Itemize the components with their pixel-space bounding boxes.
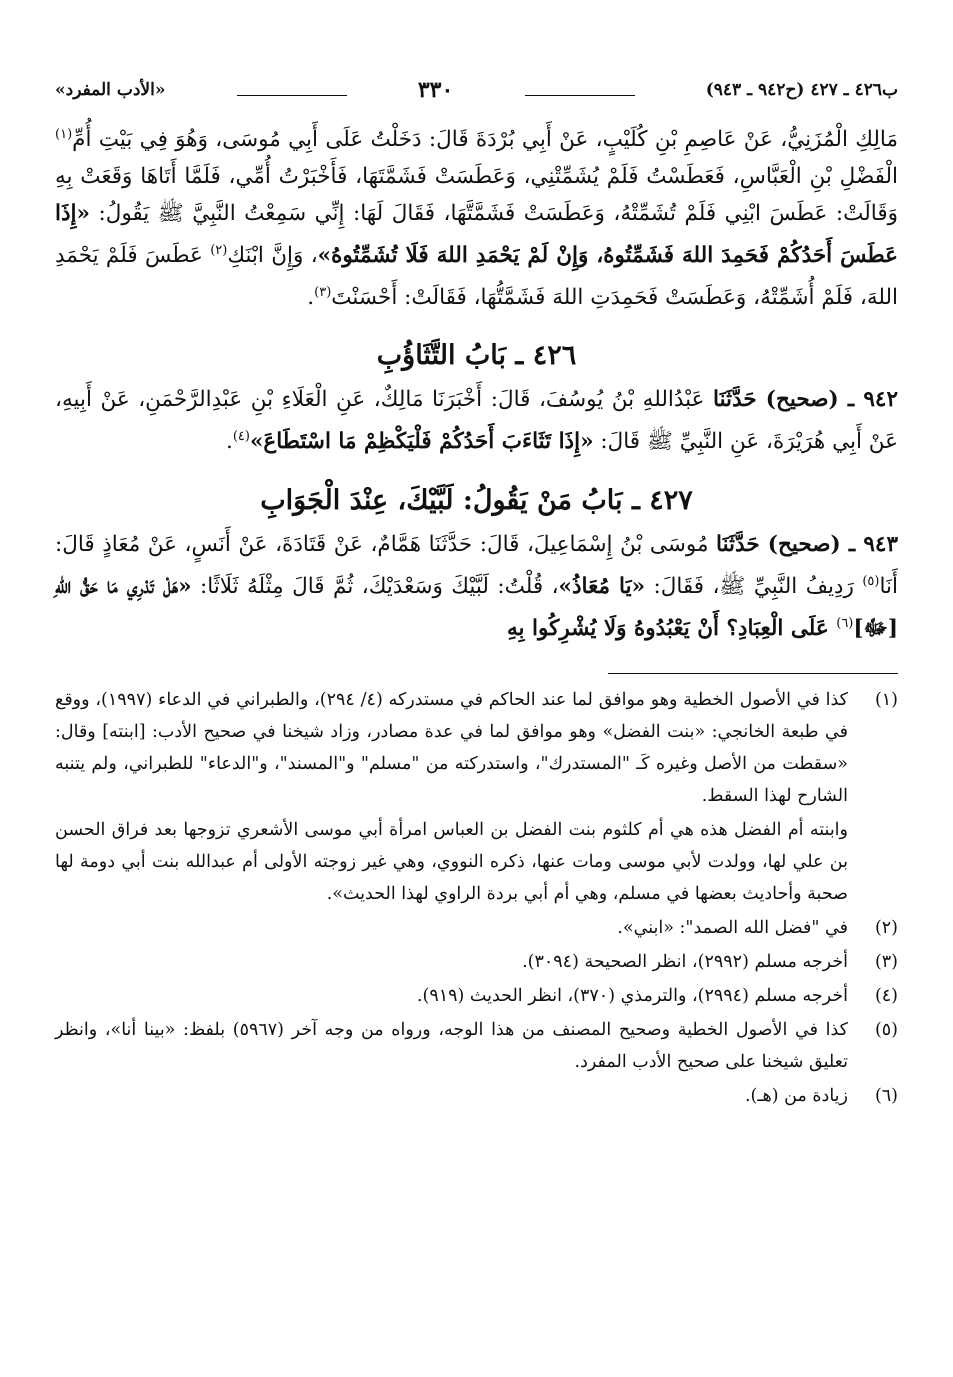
footnote-text: كذا في الأصول الخطية وصحيح المصنف من هذا الوجه، ورواه من وجه آخر (٥٩٦٧) بلفظ: «بينا أنا»، وانظر تعليق شيخنا على صحيح الأدب المفرد. bbox=[55, 1019, 848, 1072]
hadith-quote-muadh: «يَا مُعَاذُ» bbox=[558, 573, 646, 599]
footnote-number: (٦) bbox=[874, 1085, 898, 1106]
intro-text-3: ، وَإِنَّ ابْنَكِ bbox=[227, 243, 318, 269]
hadith-quote-right-of-allah-cont: عَلَى الْعِبَادِ؟ أَنْ يَعْبُدُوهُ وَلَا يُشْرِكُوا بِهِ bbox=[507, 615, 837, 641]
hadith-quote-sneezing: «إِذَا عَطَسَ أَحَدُكُمْ فَحَمِدَ اللهَ فَشَمِّتُوهُ، وَإِنْ لَمْ يَحْمَدِ اللهَ فَلَا تُشَمِّتُوهُ» bbox=[55, 201, 898, 269]
footnote-text: وابنته أم الفضل هذه هي أم كلثوم بنت الفضل بن العباس امرأة أبي موسى الأشعري تزوجها بعد فراق الحسن بن علي لها، وولدت لأبي موسى ومات عنها، ذكره النووي، وهي غير زوجته الأولى أم عبدالله بنت أبي دومة لها صحبة وأحاديث بعضها في مسلم، وهي أم أبي بردة الراوي لهذا الحديث». bbox=[55, 819, 848, 904]
footnote-marker-6: (٦) bbox=[836, 615, 854, 631]
footnote-text: كذا في الأصول الخطية وهو موافق لما عند الحاكم في مستدركه (٤/ ٢٩٤)، والطبراني في الدعاء (١٩٩٧)، ووقع في طبعة الخانجي: «بنت الفضل» وهو موافق لما في عدة مصادر، وزاد شيخنا في صحيح الأدب: [ابنته] وقال: «سقطت من الأصل وغيره كَـ "المستدرك"، واستدركته من "مسلم" و"المسند"، و"الدعاء" للطبراني، ولم يتنبه الشارح لهذا السقط. bbox=[55, 689, 848, 806]
intro-text-5: . bbox=[307, 285, 315, 311]
footnote-marker-4: (٤) bbox=[232, 429, 250, 445]
hadith-943-text-1: مُوسَى بْنُ إِسْمَاعِيلَ، قَالَ: حَدَّثَنَا هَمَّامٌ، عَنْ قَتَادَةَ، عَنْ أَنَسٍ، عَنْ مُعَاذٍ قَالَ: أَنَا bbox=[55, 531, 898, 599]
footnote-text: في "فضل الله الصمد": «ابني». bbox=[617, 917, 848, 938]
footnote-item bbox=[55, 814, 898, 910]
footnote-item bbox=[55, 1014, 898, 1078]
footnote-marker-3: (٣) bbox=[314, 285, 332, 301]
running-header bbox=[55, 70, 898, 110]
chapter-heading-426: ٤٢٦ ـ بَابُ التَّثَاؤُبِ bbox=[376, 340, 577, 372]
hadith-943-text-3: ، قُلْتُ: لَبَّيْكَ وَسَعْدَيْكَ، ثُمَّ قَالَ مِثْلَهُ ثَلَاثًا: bbox=[191, 573, 559, 599]
hadith-943-text-2: رَدِيفُ النَّبِيِّ ﷺ، فَقَالَ: bbox=[645, 573, 863, 599]
footnotes-list bbox=[55, 684, 898, 1112]
page-number: ٣٣٠ bbox=[417, 77, 454, 103]
hadith-943 bbox=[55, 526, 898, 647]
intro-paragraph bbox=[55, 116, 898, 316]
hadith-quote-right-of-allah: «هَلْ تَدْرِي مَا حَقُّ اللهِ [ﷻ] bbox=[55, 573, 898, 641]
header-book-title: «الأدب المفرد» bbox=[55, 80, 166, 100]
intro-text-4: عَطَسَ فَلَمْ يَحْمَدِ اللهَ، فَلَمْ أُشَمِّتْهُ، وَعَطَسَتْ فَحَمِدَتِ اللهَ فَشَمَّتُّهَا، فَقَالَتْ: أَحْسَنْتَ bbox=[55, 243, 898, 311]
header-rule-left bbox=[237, 85, 347, 96]
header-chapter-range: ب٤٢٦ ـ ٤٢٧ (ح٩٤٢ ـ ٩٤٣) bbox=[705, 80, 898, 100]
footnote-number: (١) bbox=[874, 689, 898, 710]
hadith-942-lead: ٩٤٢ ـ (صحيح) حَدَّثَنَا bbox=[713, 387, 899, 413]
hadith-942-text-2: . bbox=[226, 429, 233, 455]
footnote-marker-5: (٥) bbox=[862, 573, 880, 589]
book-page bbox=[55, 70, 898, 1114]
hadith-943-lead: ٩٤٣ ـ (صحيح) حَدَّثَنَا bbox=[716, 531, 898, 557]
footnote-text: أخرجه مسلم (٢٩٩٤)، والترمذي (٣٧٠)، انظر الحديث (٩١٩). bbox=[416, 985, 848, 1006]
intro-text-2: الْفَضْلِ بْنِ الْعَبَّاسِ، فَعَطَسْتُ فَلَمْ يُشَمِّتْنِي، وَعَطَسَتْ فَشَمَّتَهَا، فَأَخْبَرْتُ أُمِّي، فَلَمَّا أَتَاهَا وَقَعَتْ بِهِ وَقَالَتْ: عَطَسَ ابْنِي فَلَمْ تُشَمِّتْهُ، وَعَطَسَتْ فَشَمَّتَّهَا، فَقَالَ لَهَا: إِنِّي سَمِعْتُ النَّبِيَّ ﷺ يَقُولُ: bbox=[55, 164, 898, 227]
footnote-marker-1: (١) bbox=[55, 127, 73, 142]
footnote-number: (٣) bbox=[874, 951, 898, 972]
intro-text-1: مَالِكِ الْمُزَنِيُّ، عَنْ عَاصِمِ بْنِ كُلَيْبٍ، عَنْ أَبِي بُرْدَةَ قَالَ: دَخَلْتُ عَلَى أَبِي مُوسَى، وَهُوَ فِي بَيْتِ أُمِّ bbox=[72, 127, 898, 153]
footnote-item bbox=[55, 980, 898, 1012]
footnote-number bbox=[848, 814, 898, 910]
footnote-separator bbox=[608, 673, 898, 674]
footnote-marker-2: (٢) bbox=[210, 243, 228, 259]
footnote-text: أخرجه مسلم (٢٩٩٢)، انظر الصحيحة (٣٠٩٤). bbox=[522, 951, 848, 972]
footnote-number: (٥) bbox=[874, 1019, 898, 1040]
footnote-item bbox=[55, 912, 898, 944]
hadith-quote-yawning: «إِذَا تَثَاءَبَ أَحَدُكُمْ فَلْيَكْظِمْ مَا اسْتَطَاعَ» bbox=[249, 429, 594, 455]
hadith-942 bbox=[55, 381, 898, 460]
hadith-942-text-1: عَبْدُاللهِ بْنُ يُوسُفَ، قَالَ: أَخْبَرَنَا مَالِكٌ، عَنِ الْعَلَاءِ بْنِ عَبْدِالرَّحْمَنِ، عَنْ أَبِيهِ، عَنْ أَبِي هُرَيْرَةَ، عَنِ النَّبِيِّ ﷺ قَالَ: bbox=[55, 387, 898, 455]
header-rule-right bbox=[525, 85, 635, 96]
footnote-item bbox=[55, 946, 898, 978]
footnote-item bbox=[55, 1080, 898, 1112]
footnote-item bbox=[55, 684, 898, 812]
footnote-number: (٢) bbox=[874, 917, 898, 938]
footnote-text: زيادة من (هـ). bbox=[744, 1085, 848, 1106]
footnote-number: (٤) bbox=[874, 985, 898, 1006]
chapter-heading-427: ٤٢٧ ـ بَابُ مَنْ يَقُولُ: لَبَّيْكَ، عِنْدَ الْجَوَابِ bbox=[260, 484, 693, 516]
